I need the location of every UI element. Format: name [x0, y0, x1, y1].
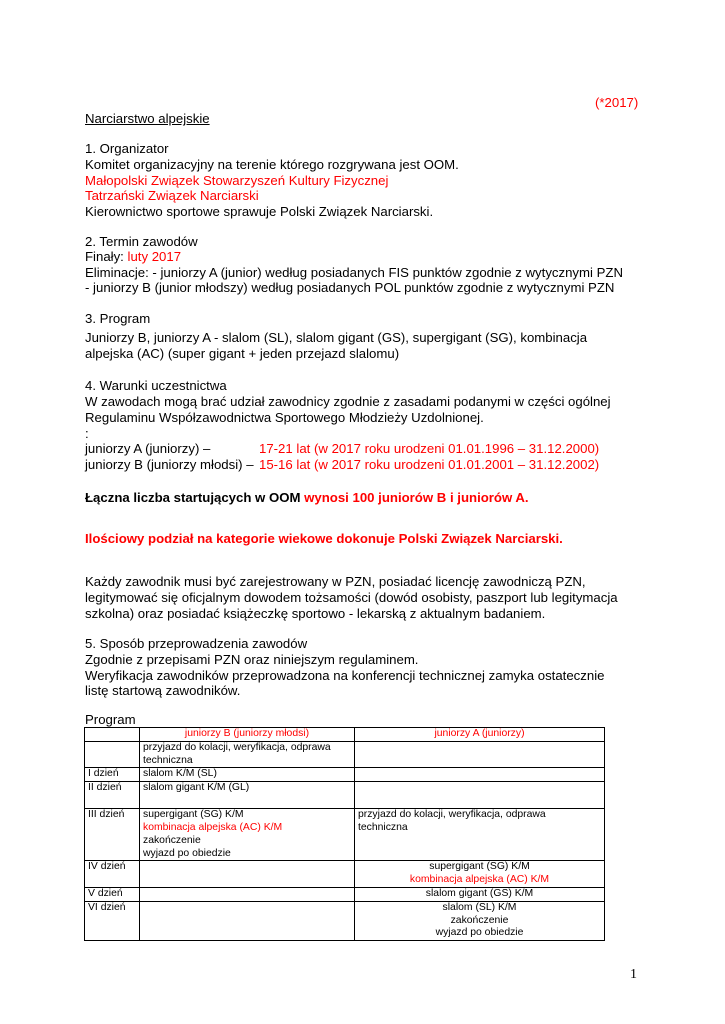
procedure-line-3: listę startową zawodników.	[85, 683, 241, 698]
quota-division: Ilościowy podział na kategorie wiekowe dokonuje Polski Związek Narciarski.	[85, 531, 563, 546]
table-row	[85, 768, 605, 782]
cell-line: wyjazd po obiedzie	[143, 847, 231, 859]
day-cell: VI dzień	[85, 901, 140, 940]
cell-line: przyjazd do kolacji, weryfikacja, odprawa	[358, 809, 546, 821]
finals-value: luty 2017	[127, 249, 182, 264]
table-row	[85, 861, 605, 888]
cell-line: slalom K/M (SL)	[143, 768, 217, 780]
cell-line: kombinacja alpejska (AC) K/M	[409, 874, 550, 886]
organizer-line: Komitet organizacyjny na terenie którego rozgrywana jest OOM.	[85, 157, 459, 172]
table-row	[85, 887, 605, 901]
cell-line: kombinacja alpejska (AC) K/M	[143, 821, 283, 833]
finals-label: Finały:	[85, 249, 128, 264]
category-b-value: 15-16 lat (w 2017 roku urodzeni 01.01.2001 – 31.12.2002)	[259, 457, 600, 472]
table-header-row	[85, 728, 605, 742]
table-row	[85, 782, 605, 809]
section-5-title: 5. Sposób przeprowadzenia zawodów	[85, 636, 308, 651]
sport-management-line: Kierownictwo sportowe sprawuje Polski Związek Narciarski.	[85, 204, 434, 219]
cell-line: przyjazd do kolacji, weryfikacja, odprawa	[143, 741, 331, 753]
program-line-1: Juniorzy B, juniorzy A - slalom (SL), slalom gigant (GS), supergigant (SG), kombinacja	[85, 330, 588, 345]
program-table	[84, 727, 605, 941]
category-a-label: juniorzy A (juniorzy) –	[85, 441, 211, 456]
juniors-a-cell	[355, 901, 605, 940]
juniors-a-cell	[355, 887, 605, 901]
conditions-colon: :	[85, 426, 89, 441]
juniors-a-cell	[355, 782, 605, 809]
table-header-cell	[85, 728, 140, 742]
program-line-2: alpejska (AC) (super gigant + jeden przejazd slalomu)	[85, 346, 400, 361]
table-header-cell: juniorzy B (juniorzy młodsi)	[140, 728, 355, 742]
juniors-b-cell	[140, 861, 355, 888]
juniors-b-cell	[140, 741, 355, 768]
cell-line: slalom gigant K/M (GL)	[143, 782, 250, 794]
day-cell: II dzień	[85, 782, 140, 809]
table-row	[85, 901, 605, 940]
page-number: 1	[630, 967, 637, 982]
juniors-b-cell	[140, 901, 355, 940]
juniors-b-cell	[140, 809, 355, 861]
cell-line: wyjazd po obiedzie	[435, 927, 524, 939]
day-cell: V dzień	[85, 887, 140, 901]
juniors-b-cell	[140, 887, 355, 901]
cell-line: zakończenie	[143, 834, 201, 846]
day-cell: I dzień	[85, 768, 140, 782]
table-header-cell: juniorzy A (juniorzy)	[355, 728, 605, 742]
conditions-line-1: W zawodach mogą brać udział zawodnicy zgodnie z zasadami podanymi w części ogólnej	[85, 394, 611, 409]
organizer-tzn: Tatrzański Związek Narciarski	[85, 188, 259, 203]
cell-line: zakończenie	[450, 914, 509, 926]
juniors-b-cell	[140, 768, 355, 782]
program-table-title: Program	[85, 712, 136, 727]
document-heading: Narciarstwo alpejskie	[85, 111, 210, 126]
section-1-title: 1. Organizator	[85, 141, 169, 156]
section-4-title: 4. Warunki uczestnictwa	[85, 378, 227, 393]
registration-line-3: szkolna) oraz posiadać książeczkę sportowo - lekarską z aktualnym badaniem.	[85, 606, 546, 621]
juniors-a-cell	[355, 741, 605, 768]
section-3-title: 3. Program	[85, 311, 151, 326]
day-cell	[85, 741, 140, 768]
total-participants	[85, 490, 529, 506]
elimination-a: Eliminacje: - juniorzy A (junior) według posiadanych FIS punktów zgodnie z wytycznymi PZN	[85, 265, 623, 280]
total-participants-label: Łączna liczba startujących w OOM	[85, 490, 305, 505]
cell-line: slalom (SL) K/M	[442, 901, 517, 913]
cell-line: supergigant (SG) K/M	[143, 809, 244, 821]
section-2-title: 2. Termin zawodów	[85, 234, 198, 249]
table-row	[85, 809, 605, 861]
elimination-b: - juniorzy B (junior młodszy) według posiadanych POL punktów zgodnie z wytycznymi PZN	[85, 280, 615, 295]
juniors-a-cell	[355, 768, 605, 782]
category-a-value: 17-21 lat (w 2017 roku urodzeni 01.01.1996 – 31.12.2000)	[259, 441, 600, 456]
cell-line: slalom gigant (GS) K/M	[425, 887, 534, 899]
organizer-mzskf: Małopolski Związek Stowarzyszeń Kultury Fizycznej	[85, 173, 389, 188]
finals-line	[85, 249, 181, 265]
procedure-line-2: Weryfikacja zawodników przeprowadzona na konferencji technicznej zamyka ostatecznie	[85, 668, 605, 683]
procedure-line-1: Zgodnie z przepisami PZN oraz niniejszym regulaminem.	[85, 652, 419, 667]
cell-line: techniczna	[358, 821, 408, 833]
table-row	[85, 741, 605, 768]
juniors-b-cell	[140, 782, 355, 809]
day-cell: III dzień	[85, 809, 140, 861]
juniors-a-cell	[355, 809, 605, 861]
juniors-a-cell	[355, 861, 605, 888]
day-cell: IV dzień	[85, 861, 140, 888]
year-note: (*2017)	[595, 95, 639, 110]
category-b-label: juniorzy B (juniorzy młodsi) –	[85, 457, 254, 472]
cell-line: techniczna	[143, 754, 193, 766]
total-participants-value: wynosi 100 juniorów B i juniorów A.	[304, 490, 529, 505]
registration-line-2: legitymować się oficjalnym dowodem tożsamości (dowód osobisty, paszport lub legitymacja	[85, 590, 618, 605]
conditions-line-2: Regulaminu Współzawodnictwa Sportowego Młodzieży Uzdolnionej.	[85, 410, 484, 425]
cell-line: supergigant (SG) K/M	[429, 861, 530, 873]
registration-line-1: Każdy zawodnik musi być zarejestrowany w PZN, posiadać licencję zawodniczą PZN,	[85, 574, 586, 589]
